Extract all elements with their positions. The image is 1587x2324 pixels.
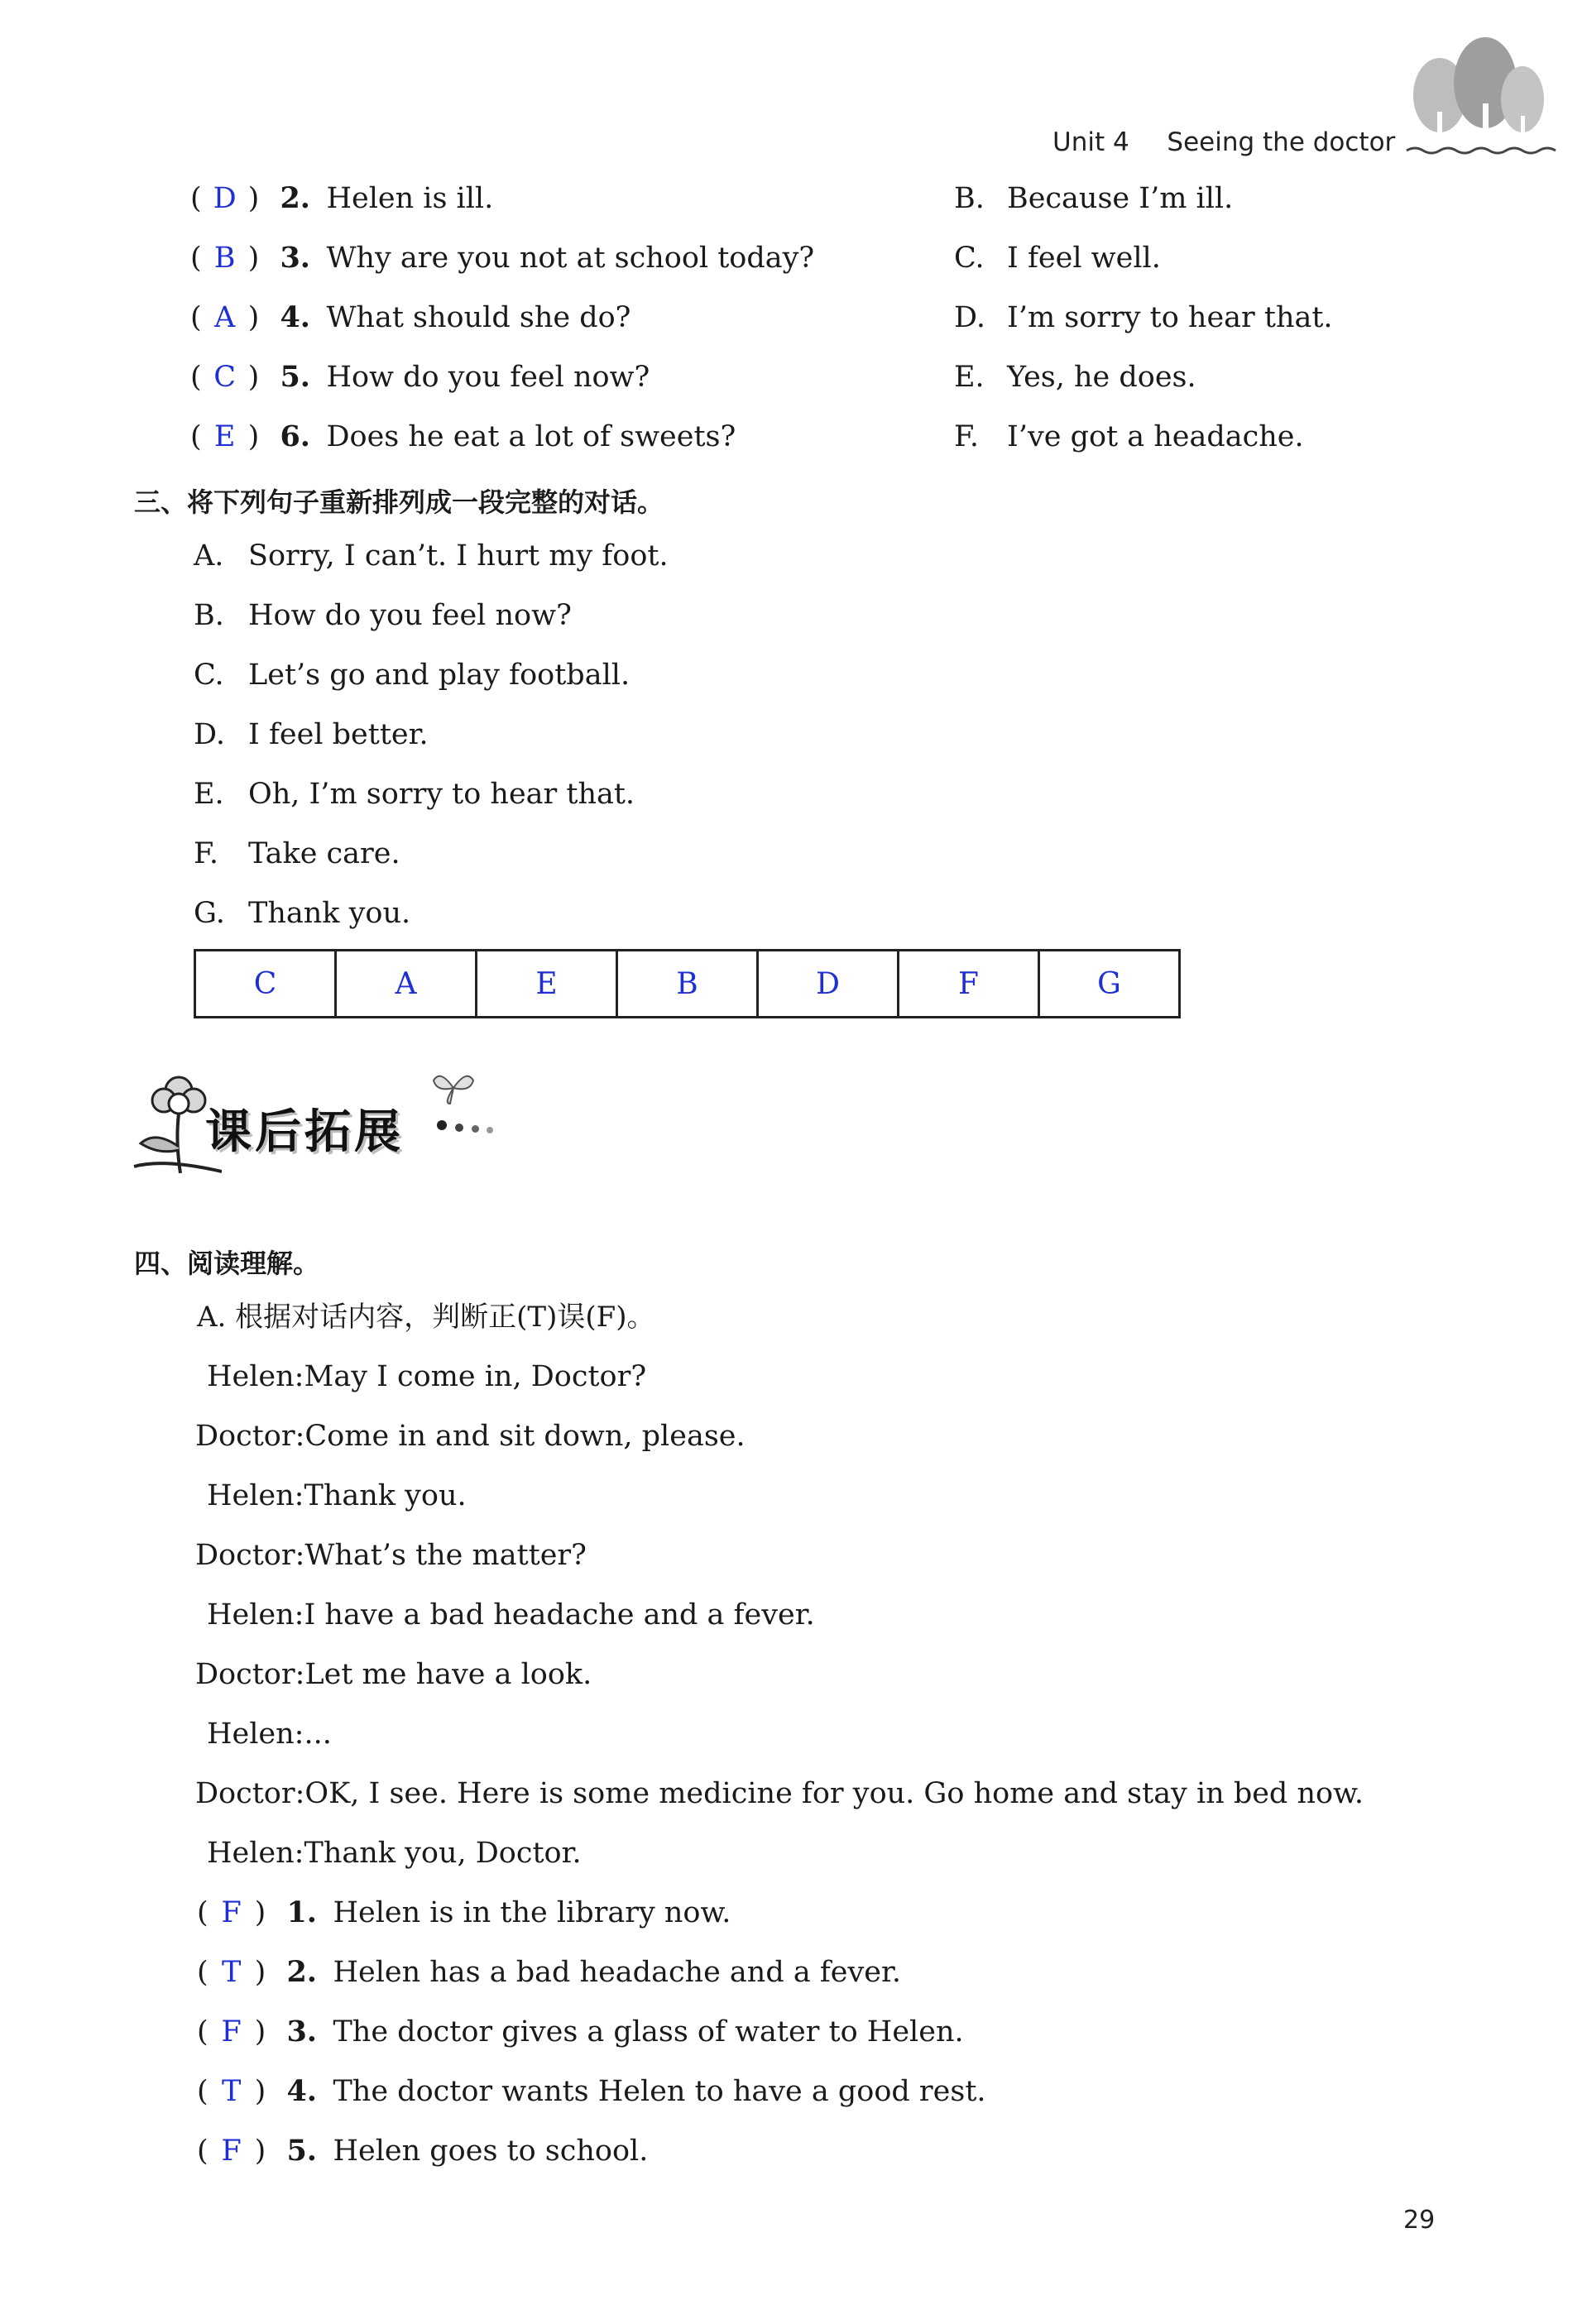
answer-blank: A (214, 301, 236, 334)
speaker: Helen: (207, 1598, 304, 1632)
speaker: Doctor: (195, 1539, 305, 1572)
sentence-letter: F. (194, 837, 218, 870)
sentence-text: Thank you. (248, 897, 411, 930)
page-number: 29 (1403, 2206, 1436, 2235)
dialogue-line (195, 1420, 746, 1453)
question-text: The doctor wants Helen to have a good rest. (333, 2075, 986, 2108)
question-number: 2. (280, 181, 310, 215)
question-number: 6. (280, 419, 310, 453)
dialogue-text: ... (304, 1718, 332, 1751)
sentence-letter: D. (194, 718, 225, 751)
sentence-letter: A. (194, 539, 224, 573)
order-cell: D (758, 951, 899, 1018)
question-number: 3. (280, 241, 310, 275)
option-letter: E. (954, 361, 985, 394)
dialogue-line (195, 1658, 592, 1691)
match-item: ( B ) 3. Why are you not at school today? (190, 241, 815, 275)
sentence-item (194, 599, 572, 632)
section-subtitle: A. 根据对话内容，判断正(T)误(F)。 (197, 1301, 655, 1334)
sentence-item (194, 897, 410, 930)
unit-label: Unit 4 (1052, 127, 1129, 157)
order-cell: A (336, 951, 477, 1018)
question-text: Why are you not at school today? (326, 242, 815, 275)
question-text: Helen has a bad headache and a fever. (333, 1956, 902, 1989)
dialogue-line (207, 1479, 467, 1512)
question-number: 5. (280, 360, 310, 394)
sentence-text: Sorry, I can’t. I hurt my foot. (248, 539, 669, 573)
speaker: Helen: (207, 1718, 304, 1751)
match-item: ( E ) 6. Does he eat a lot of sweets? (190, 419, 736, 453)
sentence-text: Let’s go and play football. (248, 659, 630, 692)
answer-blank: E (213, 420, 236, 453)
judgement-item: ( F ) 3. The doctor gives a glass of water to Helen. (197, 2015, 964, 2048)
option-letter: C. (954, 242, 985, 275)
option-item (954, 361, 1196, 394)
tree-icon (1398, 33, 1564, 165)
option-letter: B. (954, 182, 985, 215)
sentence-item (194, 659, 630, 692)
sentence-item (194, 778, 635, 811)
question-number: 4. (286, 2074, 317, 2108)
dialogue-text: Let me have a look. (304, 1658, 592, 1691)
section-banner (131, 1067, 511, 1183)
sentence-text: I feel better. (248, 718, 429, 751)
judgement-item: ( T ) 4. The doctor wants Helen to have a good rest. (197, 2074, 986, 2108)
order-cell: F (899, 951, 1039, 1018)
banner-title: 课后拓展 (205, 1104, 404, 1159)
sentence-letter: G. (194, 897, 225, 930)
question-text: How do you feel now? (326, 361, 650, 394)
dialogue-text: What’s the matter? (304, 1539, 587, 1572)
dialogue-text: OK, I see. Here is some medicine for you. Go home and stay in bed now. (304, 1777, 1364, 1810)
dialogue-text: Thank you. (304, 1479, 467, 1512)
sentence-text: Oh, I’m sorry to hear that. (248, 778, 635, 811)
answer-blank: C (213, 361, 237, 394)
question-number: 5. (286, 2134, 317, 2168)
answer-blank: B (213, 242, 236, 275)
order-cell: G (1039, 951, 1180, 1018)
table-row (195, 951, 1180, 1018)
dialogue-line (207, 1360, 646, 1393)
page-header (1052, 127, 1395, 157)
sentence-letter: E. (194, 778, 224, 811)
question-number: 2. (286, 1955, 317, 1989)
option-text: Yes, he does. (1007, 361, 1196, 394)
question-number: 4. (280, 300, 310, 334)
section-title: 四、阅读理解。 (134, 1248, 320, 1279)
answer-blank: F (221, 2015, 242, 2048)
dialogue-line (195, 1539, 587, 1572)
question-text: Helen is in the library now. (333, 1896, 731, 1929)
answer-blank: T (221, 1956, 242, 1989)
order-cell: E (477, 951, 617, 1018)
speaker: Doctor: (195, 1658, 305, 1691)
speaker: Doctor: (195, 1420, 305, 1453)
option-text: I feel well. (1007, 242, 1161, 275)
speaker: Helen: (207, 1360, 304, 1393)
dialogue-text: May I come in, Doctor? (304, 1360, 647, 1393)
question-text: Helen is ill. (326, 182, 494, 215)
order-cell: C (195, 951, 336, 1018)
answer-blank: D (213, 182, 237, 215)
judgement-item: ( F ) 5. Helen goes to school. (197, 2134, 649, 2168)
sentence-letter: B. (194, 599, 224, 632)
sentence-letter: C. (194, 659, 224, 692)
banner-dots (437, 1112, 511, 1145)
option-item (954, 420, 1304, 453)
dialogue-text: Come in and sit down, please. (304, 1420, 746, 1453)
question-number: 3. (286, 2015, 317, 2048)
butterfly-icon (429, 1067, 478, 1109)
unit-title: Seeing the doctor (1167, 127, 1396, 157)
option-text: I’m sorry to hear that. (1007, 301, 1333, 334)
sentence-item (194, 837, 400, 870)
option-item (954, 301, 1333, 334)
dialogue-text: I have a bad headache and a fever. (304, 1598, 815, 1632)
order-answer-table (194, 949, 1181, 1018)
question-number: 1. (286, 1895, 317, 1929)
dialogue-line (195, 1777, 1364, 1810)
answer-blank: F (221, 2135, 242, 2168)
question-text: What should she do? (326, 301, 631, 334)
dialogue-line (207, 1718, 332, 1751)
match-item: ( C ) 5. How do you feel now? (190, 360, 650, 394)
question-text: Does he eat a lot of sweets? (326, 420, 736, 453)
match-item: ( D ) 2. Helen is ill. (190, 181, 494, 215)
dialogue-line (207, 1837, 582, 1870)
speaker: Helen: (207, 1837, 304, 1870)
option-text: Because I’m ill. (1007, 182, 1234, 215)
judgement-item: ( F ) 1. Helen is in the library now. (197, 1895, 731, 1929)
order-cell: B (617, 951, 758, 1018)
dialogue-text: Thank you, Doctor. (304, 1837, 582, 1870)
question-text: The doctor gives a glass of water to Helen. (333, 2015, 964, 2048)
option-letter: D. (954, 301, 985, 334)
speaker: Doctor: (195, 1777, 305, 1810)
option-letter: F. (954, 420, 979, 453)
answer-blank: T (221, 2075, 242, 2108)
answer-blank: F (221, 1896, 242, 1929)
sentence-item (194, 539, 669, 573)
section-title: 三、将下列句子重新排列成一段完整的对话。 (134, 486, 664, 518)
judgement-item: ( T ) 2. Helen has a bad headache and a fever. (197, 1955, 902, 1989)
option-item (954, 242, 1161, 275)
sentence-text: Take care. (248, 837, 400, 870)
match-item: ( A ) 4. What should she do? (190, 300, 631, 334)
sentence-item (194, 718, 429, 751)
speaker: Helen: (207, 1479, 304, 1512)
dialogue-line (207, 1598, 815, 1632)
option-text: I’ve got a headache. (1007, 420, 1304, 453)
sentence-text: How do you feel now? (248, 599, 572, 632)
option-item (954, 182, 1233, 215)
question-text: Helen goes to school. (333, 2135, 649, 2168)
